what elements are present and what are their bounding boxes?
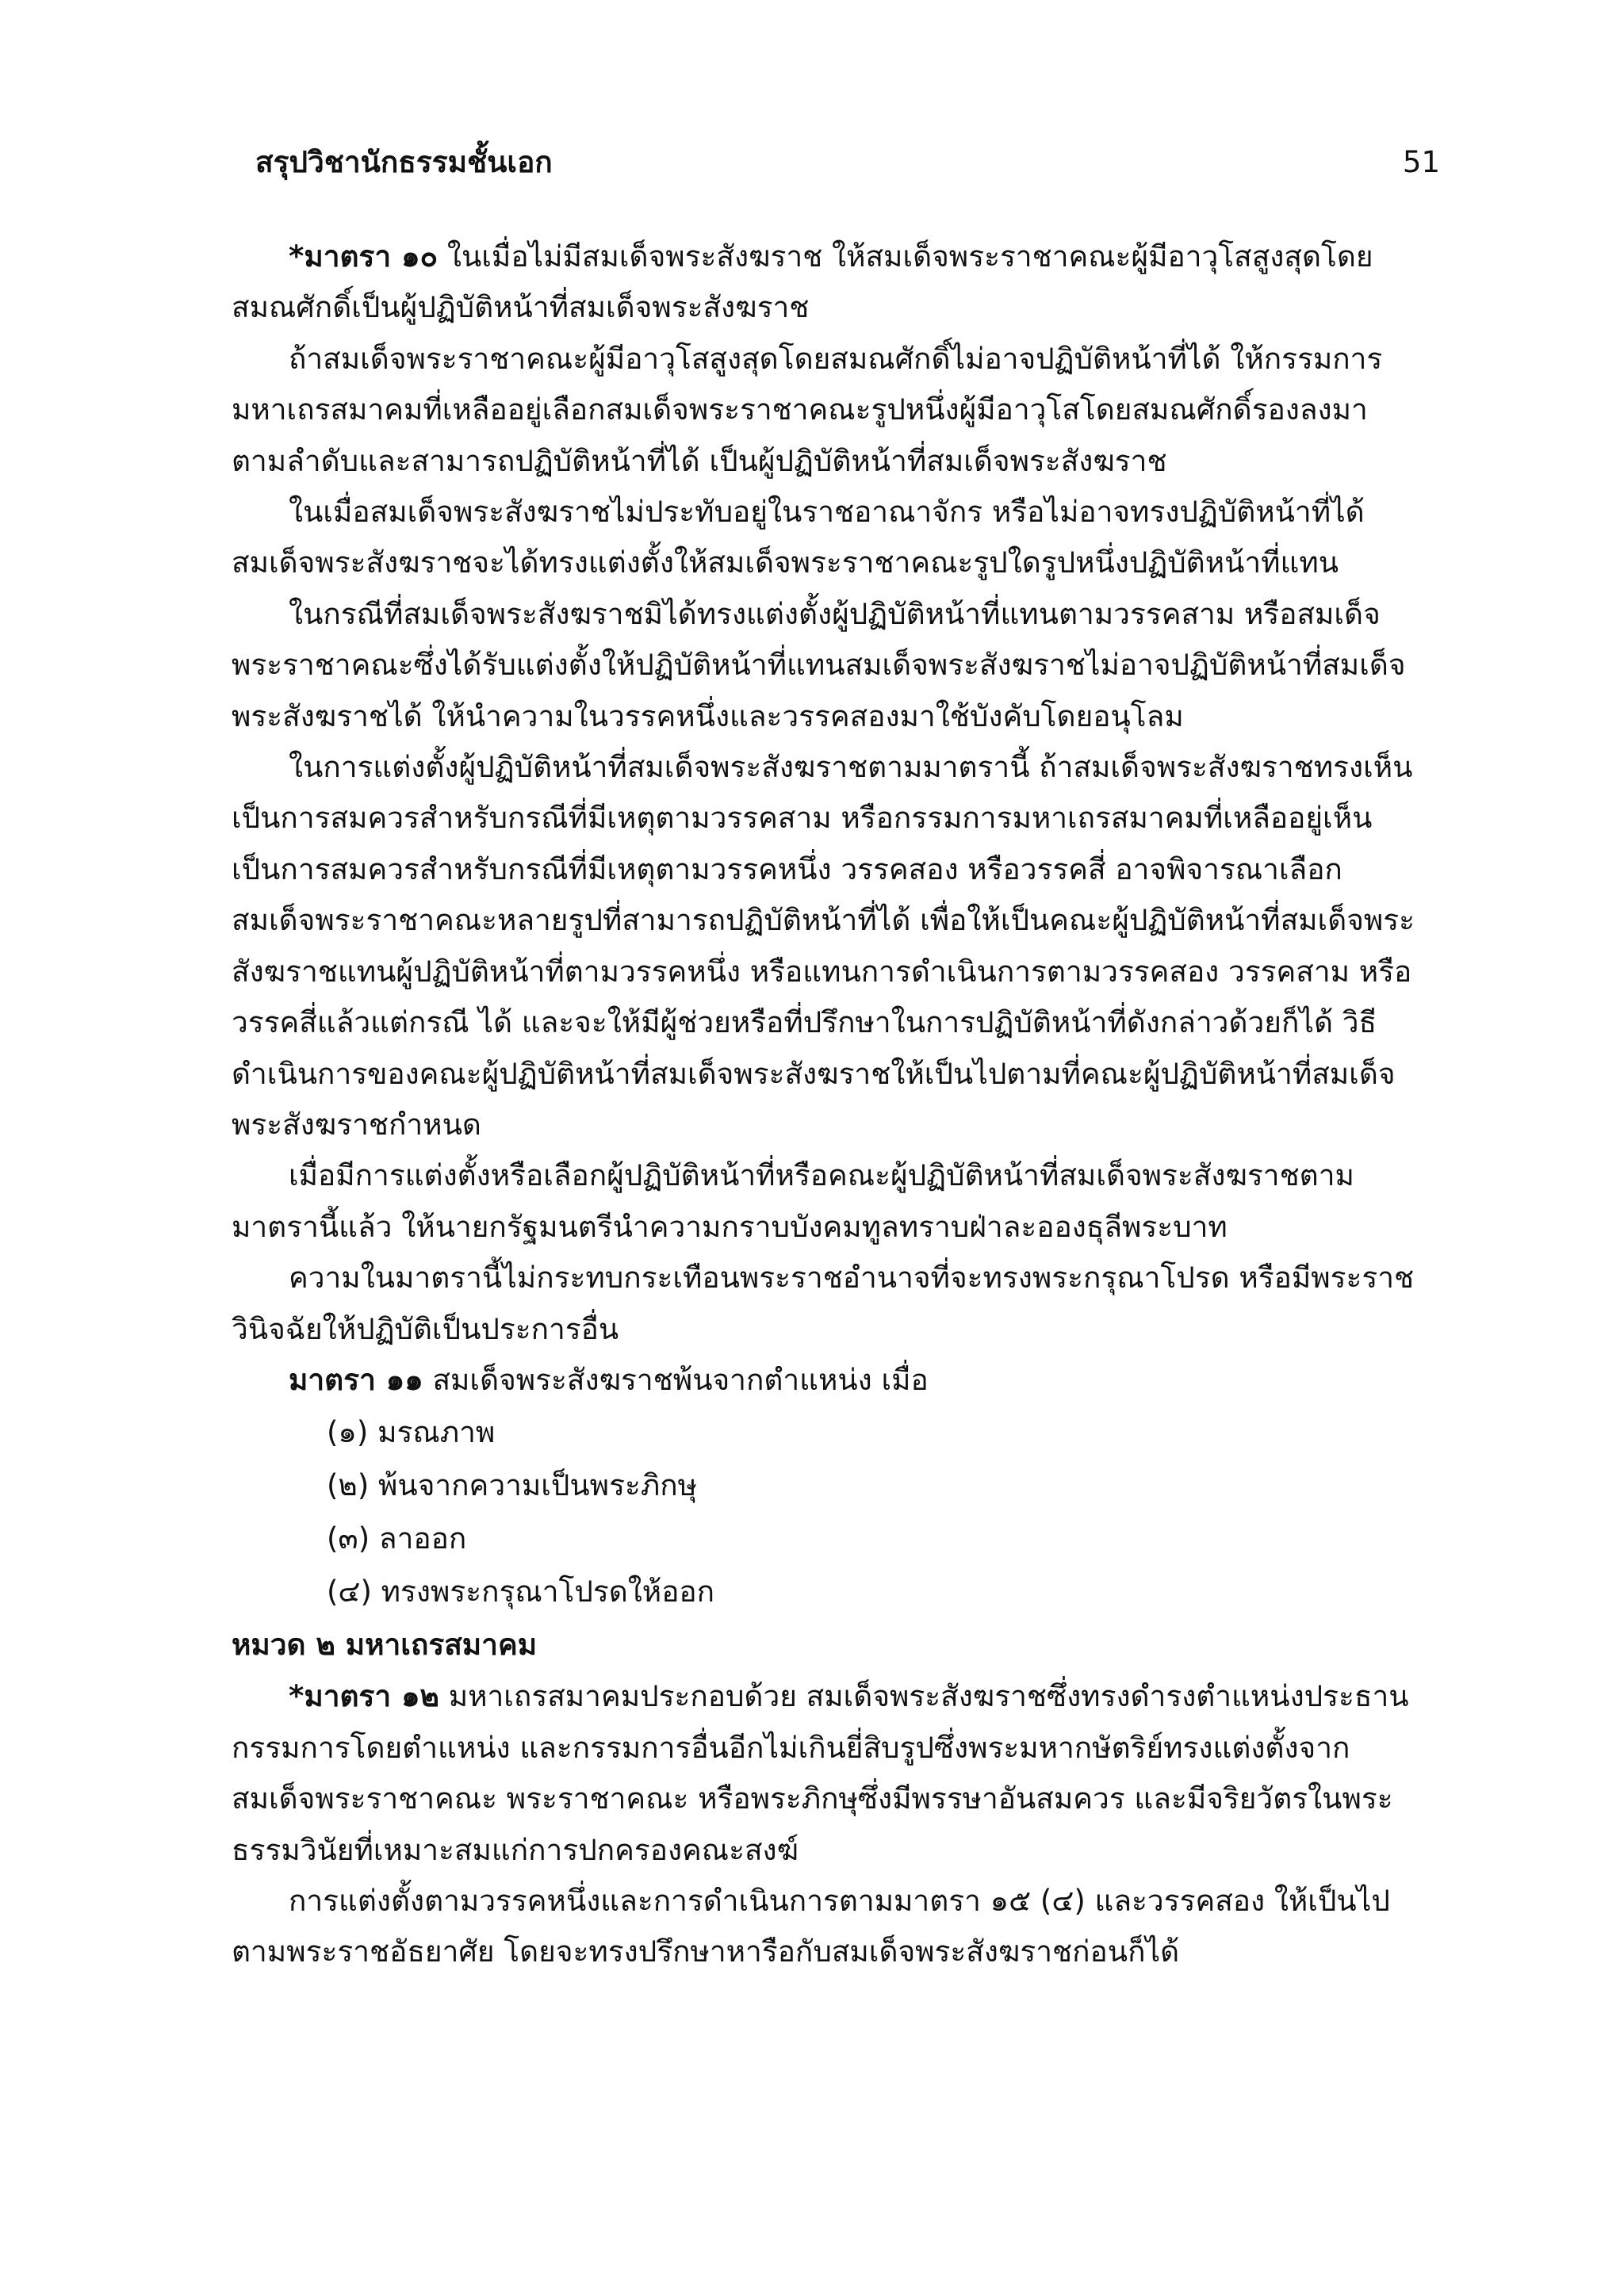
- section-12-paragraph-2: การแต่งตั้งตามวรรคหนึ่งและการดำเนินการตามมาตรา ๑๕ (๔) และวรรคสอง ให้เป็นไปตามพระราชอัธยาศัย โดยจะทรงปรึกษาหารือกับสมเด็จพระสังฆราชก่อนก็ได้: [232, 1883, 1390, 1969]
- section-11-item: (๔) ทรงพระกรุณาโปรดให้ออก: [327, 1575, 715, 1609]
- section-11-item: (๒) พ้นจากความเป็นพระภิกษุ: [327, 1468, 697, 1503]
- section-12-paragraph-1: [232, 1671, 1418, 1876]
- page-number: 51: [1402, 145, 1440, 179]
- section-11-text: สมเด็จพระสังฆราชพ้นจากตำแหน่ง เมื่อ: [423, 1362, 929, 1397]
- section-11-label: มาตรา ๑๑: [289, 1362, 423, 1397]
- section-10-paragraph-7: ความในมาตรานี้ไม่กระทบกระเทือนพระราชอำนาจที่จะทรงพระกรุณาโปรด หรือมีพระราชวินิจฉัยให้ปฏิบัติเป็นประการอื่น: [232, 1261, 1415, 1346]
- section-10-paragraph-1: [232, 232, 1418, 334]
- section-10-label: *มาตรา ๑๐: [289, 239, 439, 274]
- section-10-paragraph-2: ถ้าสมเด็จพระราชาคณะผู้มีอาวุโสสูงสุดโดยสมณศักดิ์ไม่อาจปฏิบัติหน้าที่ได้ ให้กรรมการมหาเถรสมาคมที่เหลืออยู่เลือกสมเด็จพระราชาคณะรูปหนึ่งผู้มีอาวุโสโดยสมณศักดิ์รองลงมาตามลำดับและสามารถปฏิบัติหน้าที่ได้ เป็นผู้ปฏิบัติหน้าที่สมเด็จพระสังฆราช: [232, 341, 1383, 478]
- section-12-label: *มาตรา ๑๒: [289, 1679, 439, 1714]
- running-title: สรุปวิชานักธรรมชั้นเอก: [255, 145, 553, 179]
- section-10-paragraph-6: เมื่อมีการแต่งตั้งหรือเลือกผู้ปฏิบัติหน้าที่หรือคณะผู้ปฏิบัติหน้าที่สมเด็จพระสังฆราชตามมาตรานี้แล้ว ให้นายกรัฐมนตรีนำความกราบบังคมทูลทราบฝ่าละอองธุลีพระบาท: [232, 1158, 1354, 1244]
- chapter-heading: หมวด ๒ มหาเถรสมาคม: [232, 1628, 538, 1663]
- document-body: [232, 232, 1418, 1978]
- section-10-text: ในเมื่อไม่มีสมเด็จพระสังฆราช ให้สมเด็จพระราชาคณะผู้มีอาวุโสสูงสุดโดยสมณศักดิ์เป็นผู้ปฏิบัติหน้าที่สมเด็จพระสังฆราช: [232, 239, 1373, 325]
- section-11-item: (๓) ลาออก: [327, 1521, 467, 1556]
- section-10-paragraph-4: ในกรณีที่สมเด็จพระสังฆราชมิได้ทรงแต่งตั้งผู้ปฏิบัติหน้าที่แทนตามวรรคสาม หรือสมเด็จพระราชาคณะซึ่งได้รับแต่งตั้งให้ปฏิบัติหน้าที่แทนสมเด็จพระสังฆราชไม่อาจปฏิบัติหน้าที่สมเด็จพระสังฆราชได้ ให้นำความในวรรคหนึ่งและวรรคสองมาใช้บังคับโดยอนุโลม: [232, 596, 1406, 733]
- section-11-item: (๑) มรณภาพ: [327, 1415, 496, 1450]
- section-12-text: มหาเถรสมาคมประกอบด้วย สมเด็จพระสังฆราชซึ่งทรงดำรงตำแหน่งประธานกรรมการโดยตำแหน่ง และกรรมการอื่นอีกไม่เกินยี่สิบรูปซึ่งพระมหากษัตริย์ทรงแต่งตั้งจากสมเด็จพระราชาคณะ พระราชาคณะ หรือพระภิกษุซึ่งมีพรรษาอันสมควร และมีจริยวัตรในพระธรรมวินัยที่เหมาะสมแก่การปกครองคณะสงฆ์: [232, 1679, 1409, 1867]
- section-11-paragraph: [232, 1355, 1418, 1406]
- section-10-paragraph-5: ในการแต่งตั้งผู้ปฏิบัติหน้าที่สมเด็จพระสังฆราชตามมาตรานี้ ถ้าสมเด็จพระสังฆราชทรงเห็นเป็นการสมควรสำหรับกรณีที่มีเหตุตามวรรคสาม หรือกรรมการมหาเถรสมาคมที่เหลืออยู่เห็นเป็นการสมควรสำหรับกรณีที่มีเหตุตามวรรคหนึ่ง วรรคสอง หรือวรรคสี่ อาจพิจารณาเลือกสมเด็จพระราชาคณะหลายรูปที่สามารถปฏิบัติหน้าที่ได้ เพื่อให้เป็นคณะผู้ปฏิบัติหน้าที่สมเด็จพระสังฆราชแทนผู้ปฏิบัติหน้าที่ตามวรรคหนึ่ง หรือแทนการดำเนินการตามวรรคสอง วรรคสาม หรือวรรคสี่แล้วแต่กรณี ได้ และจะให้มีผู้ช่วยหรือที่ปรึกษาในการปฏิบัติหน้าที่ดังกล่าวด้วยก็ได้ วิธีดำเนินการของคณะผู้ปฏิบัติหน้าที่สมเด็จพระสังฆราชให้เป็นไปตามที่คณะผู้ปฏิบัติหน้าที่สมเด็จพระสังฆราชกำหนด: [232, 750, 1415, 1142]
- section-10-paragraph-3: ในเมื่อสมเด็จพระสังฆราชไม่ประทับอยู่ในราชอาณาจักร หรือไม่อาจทรงปฏิบัติหน้าที่ได้ สมเด็จพระสังฆราชจะได้ทรงแต่งตั้งให้สมเด็จพระราชาคณะรูปใดรูปหนึ่งปฏิบัติหน้าที่แทน: [232, 495, 1365, 580]
